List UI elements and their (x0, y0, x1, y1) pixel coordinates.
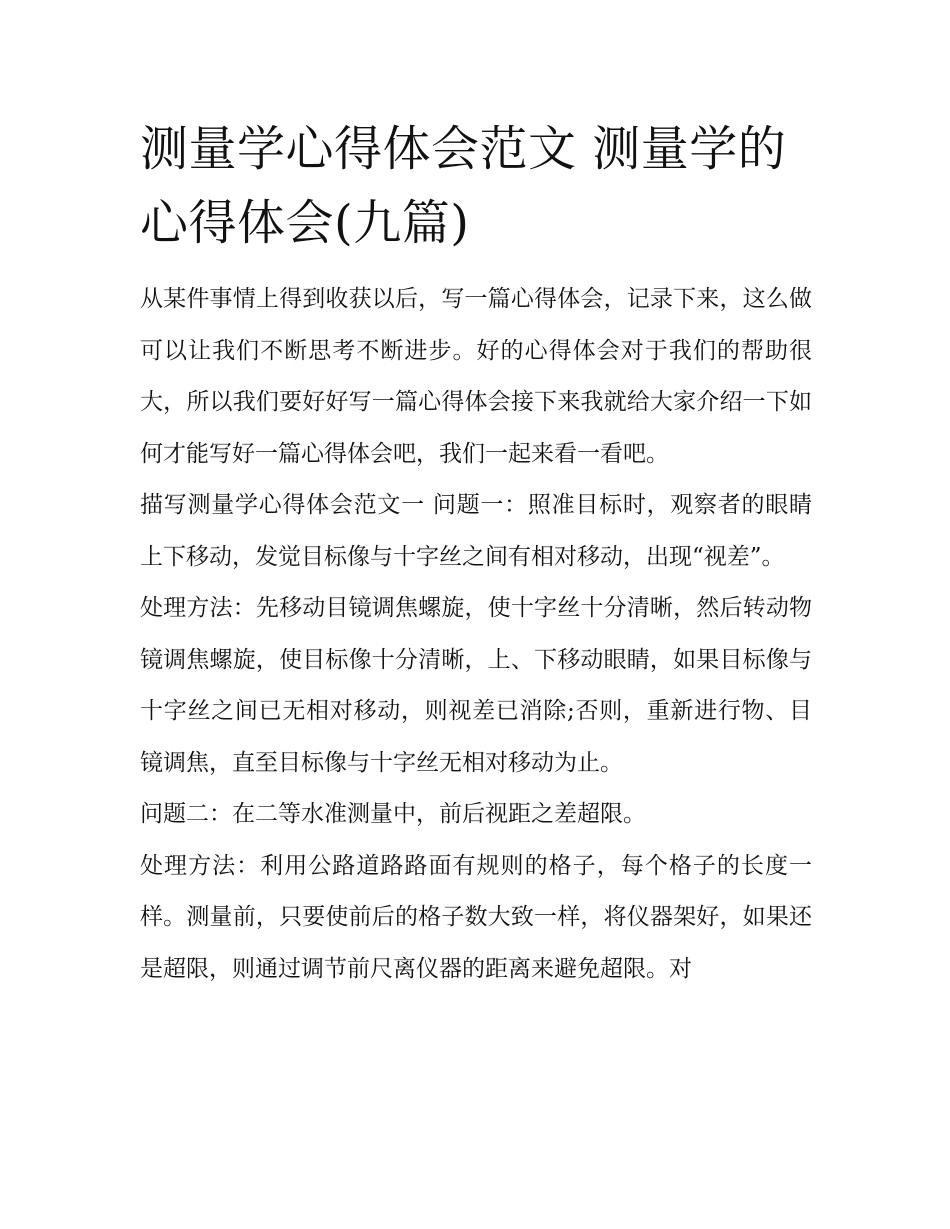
paragraph-problem-one: 描写测量学心得体会范文一 问题一：照准目标时，观察者的眼睛上下移动，发觉目标像与十字丝之间有相对移动，出现“视差”。 (140, 492, 812, 570)
paragraph-problem-two: 问题二：在二等水准测量中，前后视距之差超限。 (140, 801, 646, 827)
document-title: 测量学心得体会范文 测量学的心得体会(九篇) (140, 121, 787, 251)
document-page (140, 112, 812, 995)
paragraph-solution-one: 处理方法：先移动目镜调焦螺旋，使十字丝十分清晰，然后转动物镜调焦螺旋，使目标像十分清晰，上、下移动眼睛，如果目标像与十字丝之间已无相对移动，则视差已消除;否则，重新进行物、目镜调焦，直至目标像与十字丝无相对移动为止。 (140, 595, 812, 776)
paragraph-solution-two: 处理方法：利用公路道路路面有规则的格子，每个格子的长度一样。测量前，只要使前后的格子数大致一样，将仪器架好，如果还是超限，则通过调节前尺离仪器的距离来避免超限。对 (140, 852, 812, 982)
paragraph-intro: 从某件事情上得到收获以后，写一篇心得体会，记录下来，这么做可以让我们不断思考不断进步。好的心得体会对于我们的帮助很大，所以我们要好好写一篇心得体会接下来我就给大家介绍一下如何才能写好一篇心得体会吧，我们一起来看一看吧。 (140, 286, 812, 467)
